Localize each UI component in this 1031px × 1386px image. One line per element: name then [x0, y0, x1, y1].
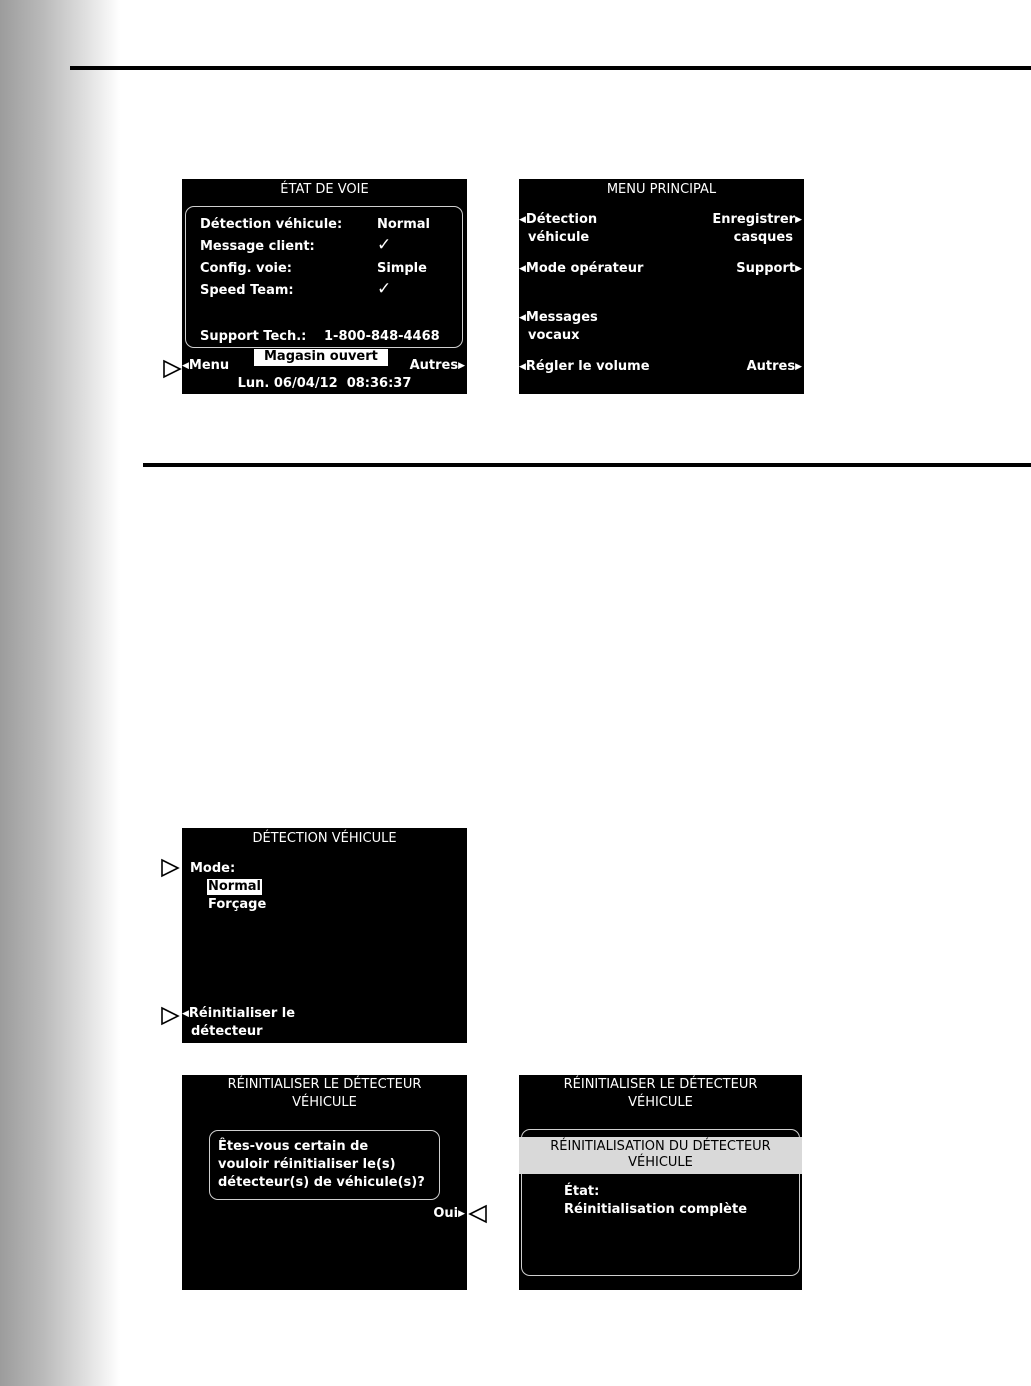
status-value: Réinitialisation complète: [564, 1202, 748, 1217]
support-label: Support Tech.:: [200, 329, 307, 344]
row-value-lane-config: Simple: [377, 261, 427, 276]
menu-item-register-headsets[interactable]: [712, 212, 802, 228]
menu-item-label: Messages: [525, 310, 598, 325]
support-phone: 1-800-848-4468: [324, 329, 440, 344]
pointer-arrow-left-icon: [468, 1204, 488, 1224]
menu-item-support[interactable]: [736, 261, 802, 277]
pointer-arrow-icon: [160, 858, 180, 878]
datetime: Lun. 06/04/12 08:36:37: [237, 376, 412, 391]
menu-item-vehicle-detection[interactable]: [519, 212, 597, 228]
reset-detector-softkey[interactable]: [182, 1006, 295, 1022]
checkmark-icon: ✓: [377, 279, 392, 299]
reset-confirm-screen: [182, 1075, 467, 1290]
store-status-badge: [254, 349, 388, 366]
row-label-lane-config: Config. voie:: [200, 261, 293, 276]
menu-item-label: Mode opérateur: [525, 261, 644, 276]
mode-option-override[interactable]: Forçage: [208, 897, 267, 912]
reset-done-title-1: RÉINITIALISER LE DÉTECTEUR: [563, 1077, 758, 1092]
reset-done-title-2: VÉHICULE: [628, 1095, 693, 1110]
mode-option-normal[interactable]: Normal: [208, 879, 261, 894]
menu-item-label: Enregistrer: [712, 212, 796, 227]
menu-item-label-cont: casques: [733, 230, 793, 245]
main-menu-screen: [519, 179, 804, 394]
reset-detector-label: Réinitialiser le: [188, 1006, 296, 1021]
more-softkey-label: Autres: [409, 358, 459, 373]
reset-done-banner-line-1: RÉINITIALISATION DU DÉTECTEUR: [550, 1139, 771, 1154]
menu-item-label-cont: véhicule: [528, 230, 590, 245]
main-menu-title: MENU PRINCIPAL: [606, 182, 717, 197]
menu-item-operator-mode[interactable]: [519, 261, 643, 277]
menu-softkey-label: Menu: [188, 358, 230, 373]
middle-rule: [143, 463, 1031, 467]
menu-item-label: Autres: [746, 359, 796, 374]
menu-item-label: Support: [736, 261, 796, 276]
status-label: État:: [564, 1184, 600, 1199]
store-status-label: Magasin ouvert: [264, 349, 378, 364]
reset-done-banner-line-2: VÉHICULE: [628, 1155, 693, 1170]
row-value-vehicle-detection: Normal: [377, 217, 430, 232]
menu-item-label-cont: vocaux: [528, 328, 580, 343]
yes-softkey[interactable]: [433, 1206, 465, 1222]
menu-item-label: Détection: [525, 212, 598, 227]
more-softkey[interactable]: [410, 358, 465, 374]
menu-softkey[interactable]: [182, 358, 229, 374]
menu-item-voice-messages[interactable]: [519, 310, 598, 326]
mode-label: Mode:: [190, 861, 236, 876]
confirm-question-line: vouloir réinitialiser le(s): [218, 1157, 396, 1172]
confirm-question-line: Êtes-vous certain de: [218, 1139, 369, 1154]
menu-item-more[interactable]: [747, 359, 802, 375]
page-side-gradient: [0, 0, 120, 1386]
row-label-speed-team: Speed Team:: [200, 283, 294, 298]
reset-confirm-title-2: VÉHICULE: [292, 1095, 357, 1110]
pointer-arrow-icon: [162, 359, 182, 379]
row-label-vehicle-detection: Détection véhicule:: [200, 217, 343, 232]
vehicle-detection-title: DÉTECTION VÉHICULE: [252, 831, 397, 846]
top-rule: [70, 66, 1031, 70]
reset-detector-label-cont: détecteur: [191, 1024, 263, 1039]
lane-status-title: ÉTAT DE VOIE: [280, 182, 369, 197]
menu-item-label: Régler le volume: [525, 359, 650, 374]
confirm-question-line: détecteur(s) de véhicule(s)?: [218, 1175, 425, 1190]
reset-done-banner: [519, 1137, 802, 1174]
reset-confirm-title-1: RÉINITIALISER LE DÉTECTEUR: [227, 1077, 422, 1092]
row-label-customer-message: Message client:: [200, 239, 315, 254]
lane-status-screen: [182, 179, 467, 394]
vehicle-detection-screen: [182, 828, 467, 1043]
yes-softkey-label: Oui: [433, 1206, 459, 1221]
reset-done-screen: [519, 1075, 802, 1290]
checkmark-icon: ✓: [377, 235, 392, 255]
pointer-arrow-icon: [160, 1006, 180, 1026]
menu-item-set-volume[interactable]: [519, 359, 650, 375]
